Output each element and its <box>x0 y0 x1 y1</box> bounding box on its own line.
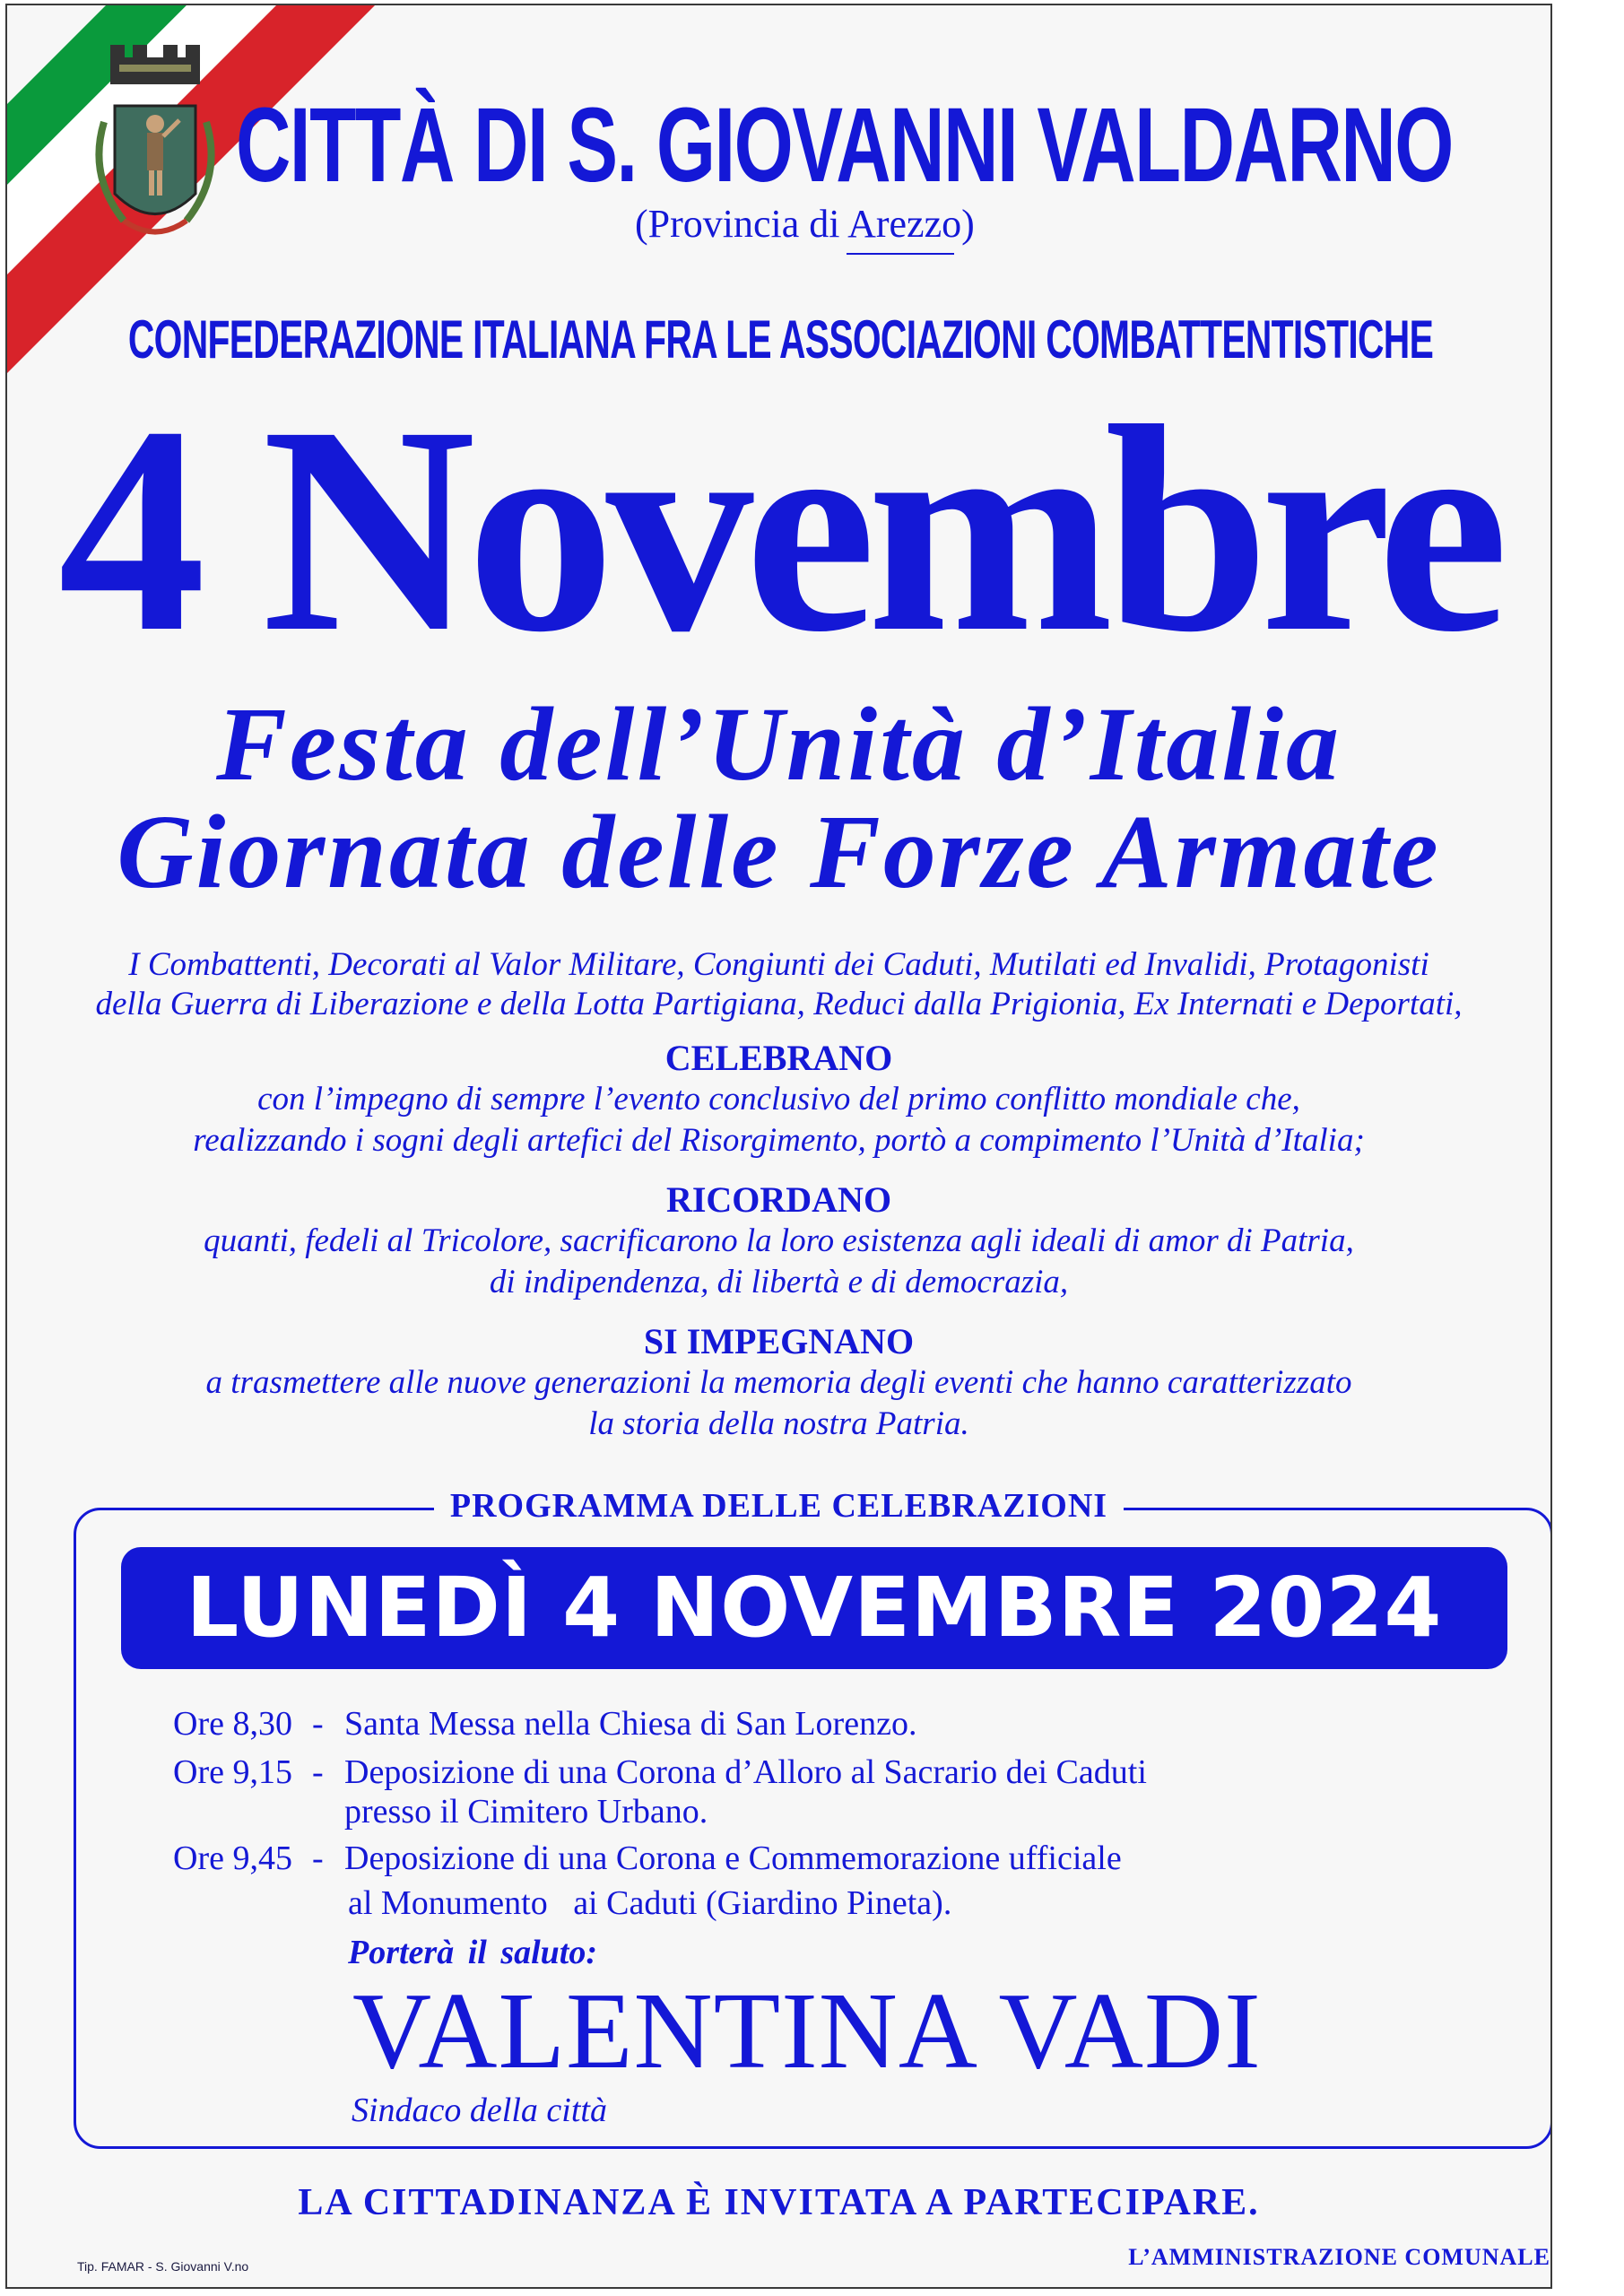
schedule-text: al Monumento ai Caduti (Giardino Pineta). <box>348 1884 952 1922</box>
section-text: a trasmettere alle nuove generazioni la memoria degli eventi che hanno caratterizzato <box>205 1364 1352 1401</box>
section-text: la storia della nostra Patria. <box>588 1405 969 1442</box>
section-heading-si-impegnano: SI IMPEGNANO <box>643 1321 915 1361</box>
section-text: quanti, fedeli al Tricolore, sacrificarono la loro esistenza agli ideali di amor di Patria, <box>204 1222 1354 1259</box>
section-text: con l’impegno di sempre l’evento conclusivo del primo conflitto mondiale che, <box>257 1081 1300 1118</box>
greeting-label: Porterà il saluto: <box>348 1934 598 1971</box>
schedule-dash: - <box>312 1839 324 1877</box>
headline-date: 4 Novembre <box>57 366 1500 693</box>
headline-festa: Festa dell’Unità d’Italia <box>216 685 1342 803</box>
province-subtitle: (Provincia di Arezzo) <box>635 202 975 246</box>
intro-line-2: della Guerra di Liberazione e della Lotta Partigiana, Reduci dalla Prigionia, Ex Internati e Deportati, <box>95 986 1463 1022</box>
schedule-time: Ore 8,30 <box>173 1705 292 1743</box>
program-title <box>7 1486 1550 1526</box>
schedule-text: Deposizione di una Corona d’Alloro al Sacrario dei Caduti <box>344 1753 1147 1791</box>
divider <box>847 253 954 255</box>
schedule-text: Deposizione di una Corona e Commemorazione ufficiale <box>344 1839 1122 1877</box>
section-text: realizzando i sogni degli artefici del Risorgimento, portò a compimento l’Unità d’Italia; <box>193 1122 1365 1159</box>
schedule-time: Ore 9,15 <box>173 1753 292 1791</box>
schedule-dash: - <box>312 1705 324 1743</box>
administration-signature: L’AMMINISTRAZIONE COMUNALE <box>1128 2244 1550 2270</box>
headline-giornata: Giornata delle Forze Armate <box>117 793 1441 910</box>
schedule-text: presso il Cimitero Urbano. <box>344 1793 708 1831</box>
city-coat-of-arms-icon <box>70 41 240 257</box>
printer-credit: Tip. FAMAR - S. Giovanni V.no <box>77 2259 249 2274</box>
section-text: di indipendenza, di libertà e di democrazia, <box>489 1264 1069 1300</box>
confederation-title: CONFEDERAZIONE ITALIANA FRA LE ASSOCIAZIONI COMBATTENTISTICHE <box>127 309 1434 370</box>
program-title-text: PROGRAMMA DELLE CELEBRAZIONI <box>434 1487 1124 1525</box>
city-title: CITTÀ DI S. GIOVANNI VALDARNO <box>236 86 1453 204</box>
invitation-text: LA CITTADINANZA È INVITATA A PARTECIPARE. <box>298 2182 1260 2223</box>
date-banner: LUNEDÌ 4 NOVEMBRE 2024 <box>121 1547 1507 1669</box>
section-heading-ricordano: RICORDANO <box>665 1179 892 1220</box>
schedule-dash: - <box>312 1753 324 1791</box>
speaker-role: Sindaco della città <box>352 2092 607 2129</box>
poster <box>5 4 1552 2289</box>
schedule-time: Ore 9,45 <box>173 1839 292 1877</box>
schedule-text: Santa Messa nella Chiesa di San Lorenzo. <box>344 1705 917 1743</box>
speaker-name: VALENTINA VADI <box>352 1970 1262 2092</box>
intro-line-1: I Combattenti, Decorati al Valor Militare, Congiunti dei Caduti, Mutilati ed Invalidi, Protagonisti <box>128 946 1429 983</box>
section-heading-celebrano: CELEBRANO <box>664 1038 893 1078</box>
